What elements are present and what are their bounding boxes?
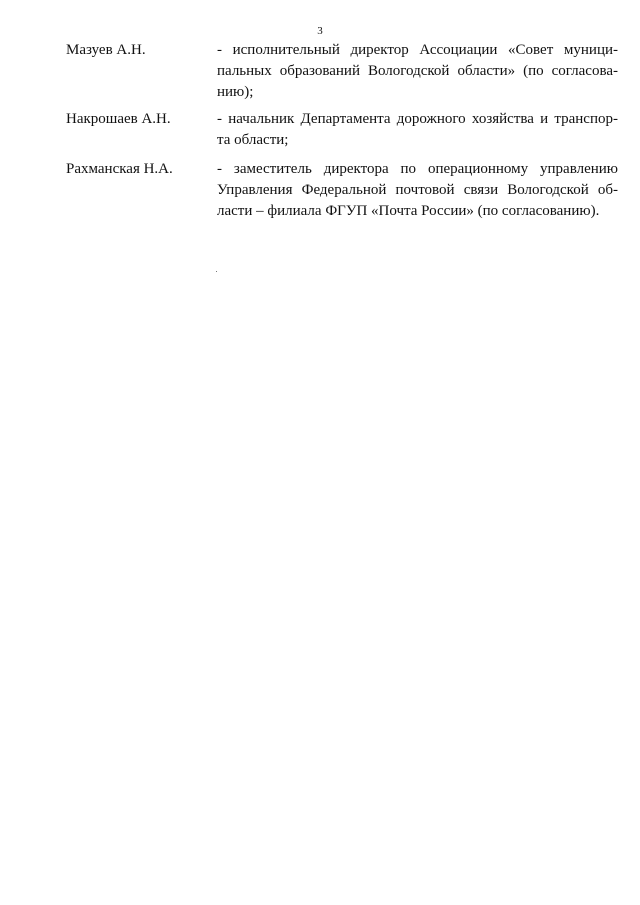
position-line: Управления Федеральной почтовой связи Вологодской об- [217,182,618,198]
position-line: нию); [217,84,254,100]
position-line: пальных образований Вологодской области» (по согласова- [217,63,618,79]
member-name: Мазуев А.Н. [66,42,146,58]
scan-speck [216,271,217,272]
member-entry-mazuev [66,40,618,104]
member-name: Накрошаев А.Н. [66,111,171,127]
position-line: - начальник Департамента дорожного хозяйства и транспор- [217,111,618,127]
member-position [217,159,618,222]
position-line: - исполнительный директор Ассоциации «Совет муници- [217,42,618,58]
member-position [217,109,618,151]
position-line: та области; [217,132,289,148]
member-entry-rakhmanskaya [66,159,618,223]
member-entry-nakroshaev [66,109,618,153]
position-line: ласти – филиала ФГУП «Почта России» (по согласованию). [217,203,600,219]
page-number: 3 [317,25,323,37]
position-line: - заместитель директора по операционному управлению [217,161,618,177]
member-name: Рахманская Н.А. [66,161,173,177]
member-position [217,40,618,103]
